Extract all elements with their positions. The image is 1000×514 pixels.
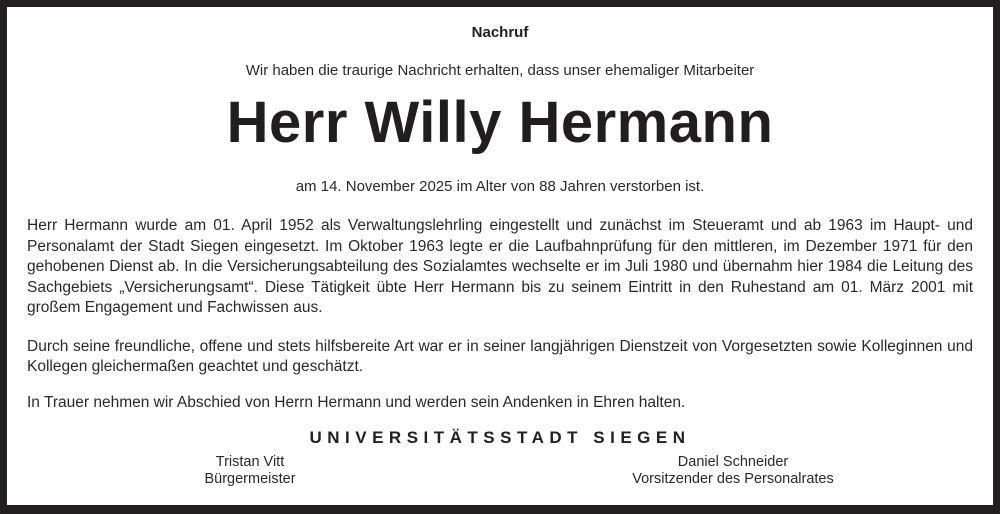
signature-block-mayor (100, 454, 400, 488)
signature-block-staff-council (583, 454, 883, 488)
death-date-line: am 14. November 2025 im Alter von 88 Jahren verstorben ist. (295, 178, 705, 195)
organization-name: UNIVERSITÄTSSTADT SIEGEN (309, 428, 691, 447)
signatory-name: Tristan Vitt (215, 454, 285, 470)
body-paragraph-character: Durch seine freundliche, offene und stets hilfsbereite Art war er in seiner langjährigen Dienstzeit von Vorgesetzten sowie Kolleginnen und Kollegen gleichermaßen geachtet und geschätzt. (27, 337, 973, 375)
notice-kicker: Nachruf (471, 24, 529, 41)
notice-body (27, 216, 973, 413)
signatory-role: Bürgermeister (204, 471, 296, 487)
body-paragraph-farewell: In Trauer nehmen wir Abschied von Herrn Hermann und werden sein Andenken in Ehren halten. (27, 393, 686, 411)
signatory-name: Daniel Schneider (677, 454, 789, 470)
intro-line: Wir haben die traurige Nachricht erhalten, dass unser ehemaliger Mitarbeiter (245, 62, 755, 79)
deceased-name: Herr Willy Hermann (226, 90, 774, 155)
signatory-role: Vorsitzender des Personalrates (632, 471, 834, 487)
body-paragraph-career: Herr Hermann wurde am 01. April 1952 als Verwaltungslehrling eingestellt und zunächst im Steueramt und ab 1963 im Haupt- und Personalamt der Stadt Siegen eingesetzt. Im Oktober 1963 legte er die Laufbahnprüfung für den mittleren, im Dezember 1971 für den gehobenen Dienst ab. In die Versicherungsabteilung des Sozialamtes wechselte er im Juli 1980 und übernahm hier 1984 die Leitung des Sachgebiets „Versicherungsamt“. Diese Tätigkeit übte Herr Hermann bis zu seinem Eintritt in den Ruhestand am 01. März 2001 mit großem Engagement und Fachwissen aus. (27, 217, 973, 316)
signatures-row (27, 454, 973, 488)
